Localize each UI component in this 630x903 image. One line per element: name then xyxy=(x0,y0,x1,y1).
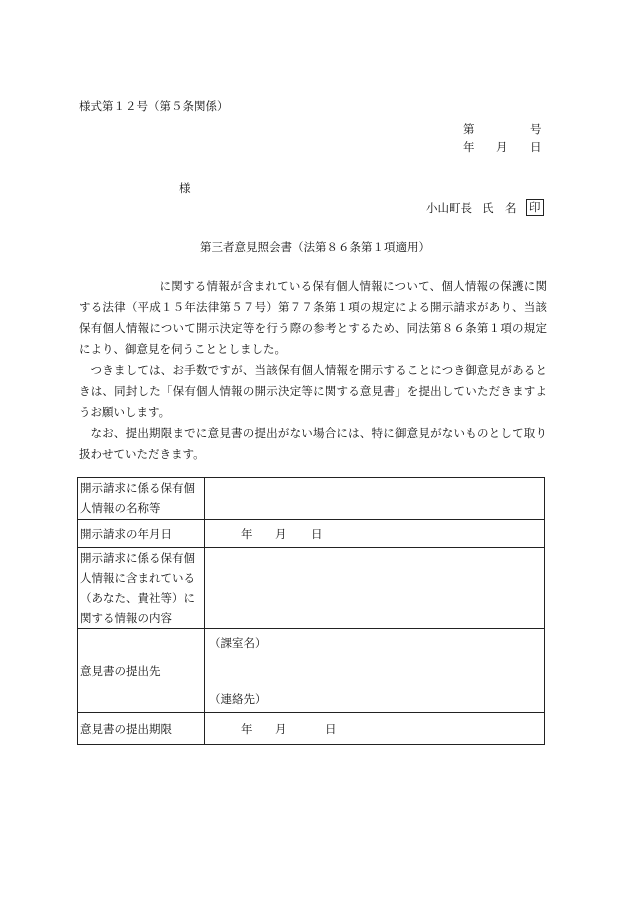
body-text xyxy=(79,276,547,465)
row-value-request-date xyxy=(205,520,545,548)
table-row xyxy=(78,478,545,520)
row-label-request-date: 開示請求の年月日 xyxy=(78,520,205,548)
row-value-info-name xyxy=(205,478,545,520)
date-month: 月 xyxy=(496,140,508,154)
date-day: 日 xyxy=(530,140,542,154)
seal-label: 印 xyxy=(526,199,544,216)
sender-name-label: 氏 名 xyxy=(482,201,517,215)
row-value-info-content xyxy=(205,548,545,629)
deadline-month: 月 xyxy=(275,722,287,736)
row-value-submission-destination xyxy=(205,629,545,713)
info-table xyxy=(77,477,545,745)
table-row xyxy=(78,629,545,713)
request-date-year: 年 xyxy=(241,527,253,541)
sender-title: 小山町長 xyxy=(426,201,472,215)
row-label-info-content: 開示請求に係る保有個人情報に含まれている（あなた、貴社等）に関する情報の内容 xyxy=(78,548,205,629)
date-year: 年 xyxy=(463,140,475,154)
deadline-year: 年 xyxy=(241,722,253,736)
row-label-submission-destination: 意見書の提出先 xyxy=(78,629,205,713)
table-row xyxy=(78,713,545,745)
body-paragraph-3: なお、提出期限までに意見書の提出がない場合には、特に御意見がないものとして取り扱わせていただきます。 xyxy=(79,426,547,461)
contact-label: （連絡先） xyxy=(209,692,267,706)
table-row xyxy=(78,548,545,629)
request-date-month: 月 xyxy=(275,527,287,541)
doc-number-prefix: 第 xyxy=(463,122,475,136)
dept-label: （課室名） xyxy=(209,636,267,650)
row-value-submission-deadline xyxy=(205,713,545,745)
body-paragraph-1: に関する情報が含まれている保有個人情報について、個人情報の保護に関する法律（平成１５年法律第５７号）第７７条第１項の規定による開示請求があり、当該保有個人情報について開示決定等を行う際の参考とするため、同法第８６条第１項の規定により、御意見を伺うこととしました。 xyxy=(79,279,547,356)
seal-mark xyxy=(526,199,544,216)
table-row xyxy=(78,520,545,548)
request-date-day: 日 xyxy=(311,527,323,541)
document-title: 第三者意見照会書（法第８６条第１項適用） xyxy=(200,240,430,254)
addressee-honorific: 様 xyxy=(179,181,191,195)
form-number: 様式第１２号（第５条関係） xyxy=(79,99,229,113)
deadline-day: 日 xyxy=(325,722,337,736)
row-label-submission-deadline: 意見書の提出期限 xyxy=(78,713,205,745)
row-label-info-name: 開示請求に係る保有個人情報の名称等 xyxy=(78,478,205,520)
doc-number-suffix: 号 xyxy=(530,122,542,136)
body-paragraph-2: つきましては、お手数ですが、当該保有個人情報を開示することにつき御意見があるときは、同封した「保有個人情報の開示決定等に関する意見書」を提出していただきますようお願いします。 xyxy=(79,363,547,419)
